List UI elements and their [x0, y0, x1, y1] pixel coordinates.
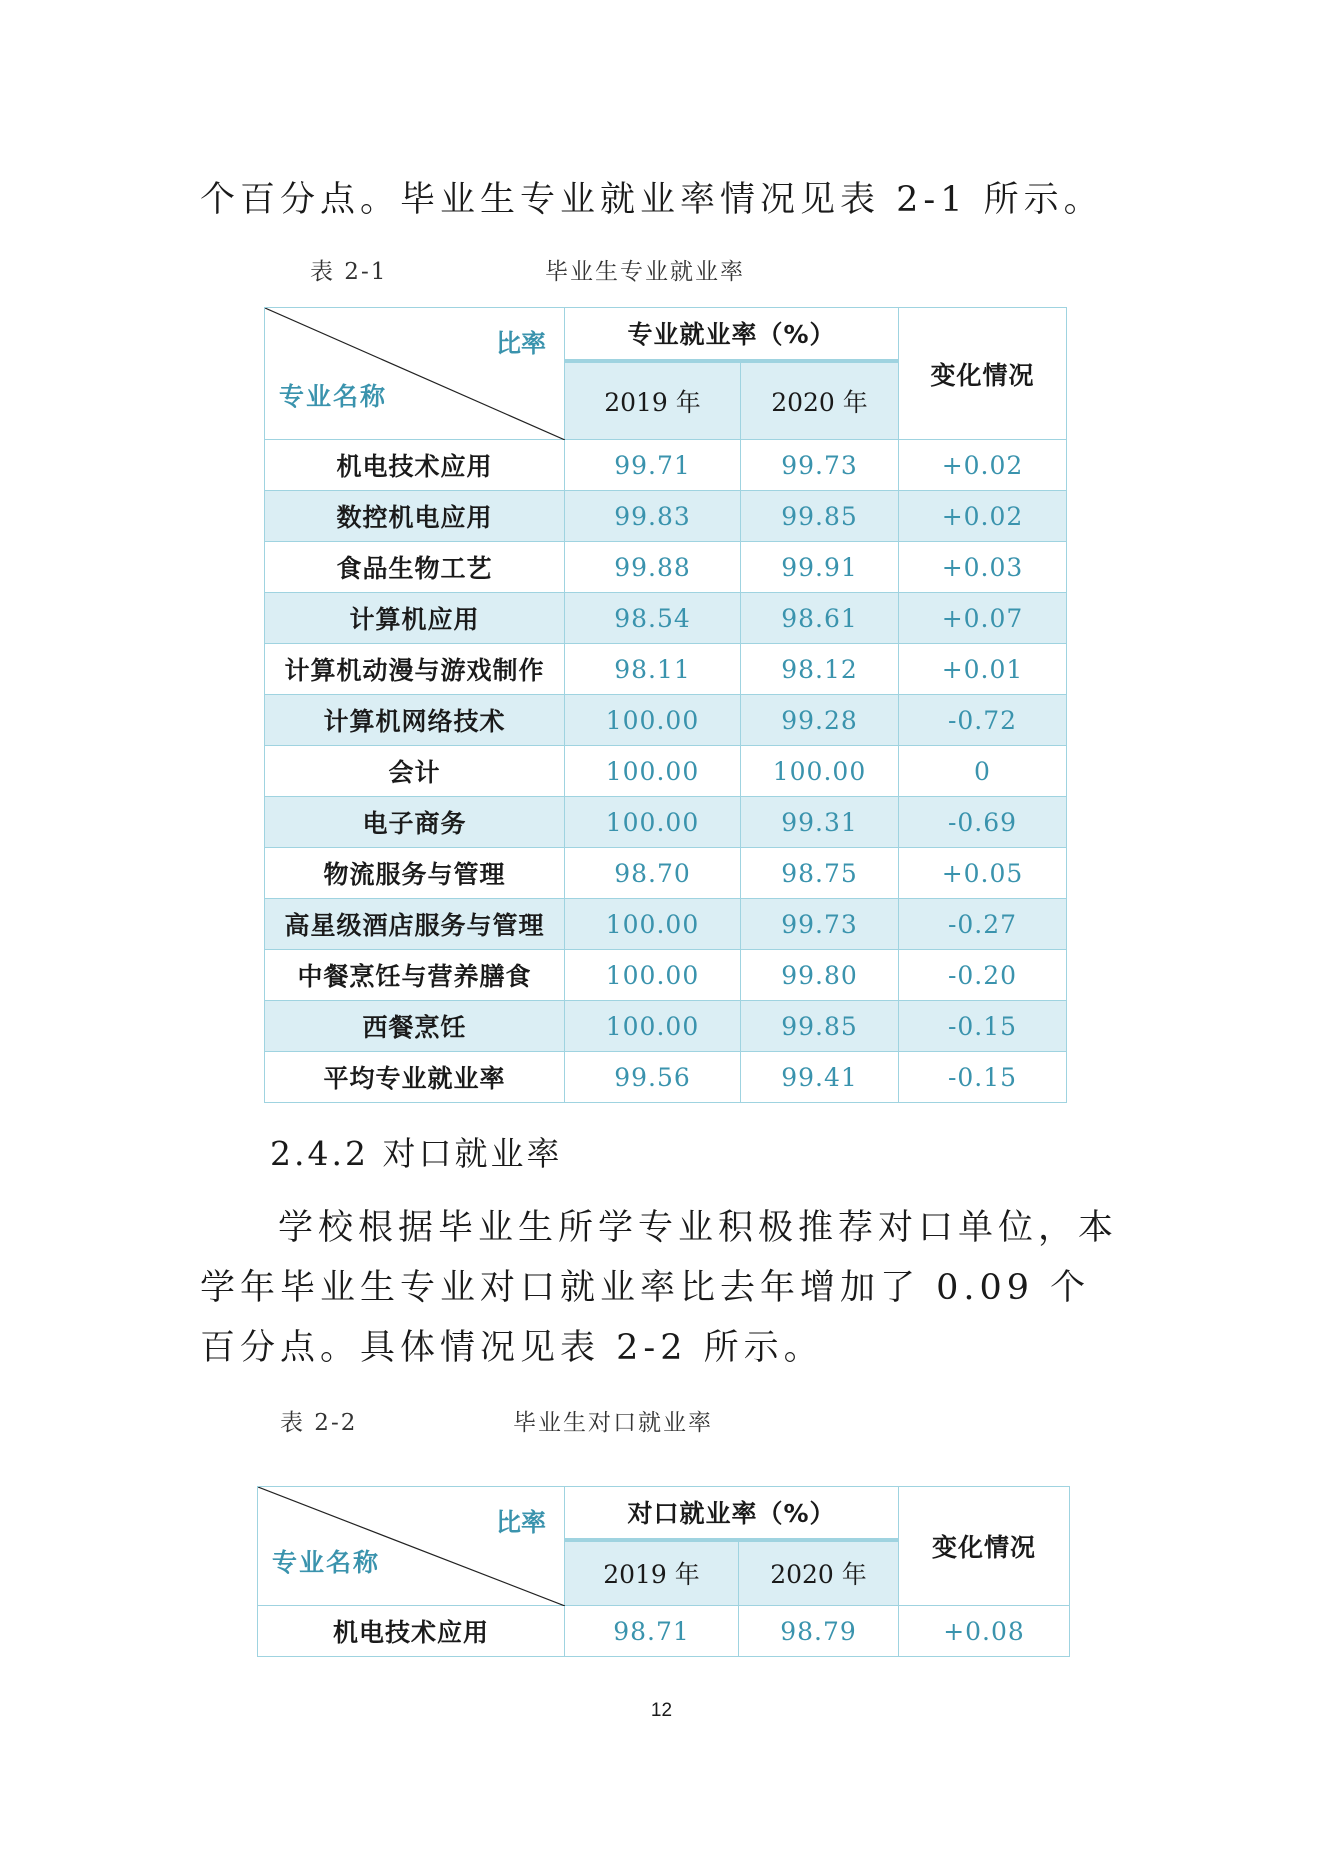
table-row	[258, 1606, 1070, 1657]
change-cell: +0.01	[899, 644, 1067, 695]
rate-2019-cell: 99.83	[565, 491, 741, 542]
table1-label: 表 2-1	[310, 259, 388, 285]
change-header: 变化情况	[899, 1487, 1070, 1606]
table-row	[265, 1001, 1067, 1052]
rate-2019-cell: 100.00	[565, 797, 741, 848]
corner-ratio-label: 比率	[495, 329, 546, 358]
change-cell: -0.15	[899, 1052, 1067, 1103]
major-name-cell: 电子商务	[265, 797, 565, 848]
page-number: 12	[650, 1700, 673, 1721]
rate-2020-cell: 100.00	[741, 746, 899, 797]
rate-2020-cell: 99.91	[741, 542, 899, 593]
change-header: 变化情况	[899, 308, 1067, 440]
change-cell: -0.15	[899, 1001, 1067, 1052]
table-row	[265, 644, 1067, 695]
table-row	[265, 746, 1067, 797]
rate-2019-cell: 100.00	[565, 695, 741, 746]
major-name-cell: 食品生物工艺	[265, 542, 565, 593]
corner-major-label: 专业名称	[272, 1548, 381, 1577]
table-row	[265, 593, 1067, 644]
rate-2019-cell: 98.11	[565, 644, 741, 695]
major-name-cell: 计算机动漫与游戏制作	[265, 644, 565, 695]
rate-2019-cell: 99.56	[565, 1052, 741, 1103]
change-cell: +0.05	[899, 848, 1067, 899]
table-row	[265, 491, 1067, 542]
table-row	[265, 950, 1067, 1001]
major-name-cell: 中餐烹饪与营养膳食	[265, 950, 565, 1001]
body-paragraph: 学校根据毕业生所学专业积极推荐对口单位，本学年毕业生专业对口就业率比去年增加了 0.09 个百分点。具体情况见表 2-2 所示。	[200, 1208, 1119, 1368]
change-cell: -0.72	[899, 695, 1067, 746]
table-row	[265, 542, 1067, 593]
rate-2020-cell: 99.73	[741, 440, 899, 491]
table-row	[265, 440, 1067, 491]
rate-2020-cell: 98.61	[741, 593, 899, 644]
rate-2019-cell: 98.54	[565, 593, 741, 644]
table2-label: 表 2-2	[280, 1410, 358, 1436]
rate-2019-cell: 100.00	[565, 950, 741, 1001]
rate-2020-cell: 99.80	[741, 950, 899, 1001]
change-cell: +0.07	[899, 593, 1067, 644]
rate-2020-cell: 99.41	[741, 1052, 899, 1103]
change-cell: -0.27	[899, 899, 1067, 950]
group-header: 对口就业率（%）	[565, 1487, 899, 1540]
intro-line: 个百分点。毕业生专业就业率情况见表 2-1 所示。	[200, 180, 1104, 220]
major-name-cell: 会计	[265, 746, 565, 797]
table-row	[265, 1052, 1067, 1103]
corner-major-label: 专业名称	[279, 382, 388, 411]
major-name-cell: 平均专业就业率	[265, 1052, 565, 1103]
table-row	[265, 899, 1067, 950]
rate-2019-cell: 100.00	[565, 746, 741, 797]
table1-title: 毕业生专业就业率	[545, 259, 745, 285]
table2-body	[258, 1606, 1070, 1657]
rate-2020-cell: 99.73	[741, 899, 899, 950]
matching-rate-table	[257, 1486, 1070, 1657]
major-name-cell: 机电技术应用	[258, 1606, 565, 1657]
table-row	[265, 848, 1067, 899]
section-heading: 2.4.2 对口就业率	[270, 1134, 563, 1173]
change-cell: -0.69	[899, 797, 1067, 848]
table2-title: 毕业生对口就业率	[513, 1410, 713, 1436]
rate-2020-cell: 98.75	[741, 848, 899, 899]
major-name-cell: 数控机电应用	[265, 491, 565, 542]
rate-2020-cell: 99.85	[741, 491, 899, 542]
change-cell: +0.02	[899, 440, 1067, 491]
rate-2020-cell: 99.28	[741, 695, 899, 746]
change-cell: +0.03	[899, 542, 1067, 593]
rate-2019-cell: 98.70	[565, 848, 741, 899]
year-2019-header: 2019 年	[565, 1540, 739, 1606]
change-cell: +0.02	[899, 491, 1067, 542]
major-name-cell: 高星级酒店服务与管理	[265, 899, 565, 950]
change-cell: -0.20	[899, 950, 1067, 1001]
rate-2019-cell: 99.71	[565, 440, 741, 491]
major-name-cell: 物流服务与管理	[265, 848, 565, 899]
rate-2019-cell: 100.00	[565, 1001, 741, 1052]
rate-2020-cell: 99.31	[741, 797, 899, 848]
corner-ratio-label: 比率	[495, 1508, 546, 1537]
rate-2019-cell: 99.88	[565, 542, 741, 593]
change-cell: +0.08	[899, 1606, 1070, 1657]
year-2020-header: 2020 年	[739, 1540, 899, 1606]
rate-2020-cell: 99.85	[741, 1001, 899, 1052]
rate-2019-cell: 98.71	[565, 1606, 739, 1657]
rate-2020-cell: 98.12	[741, 644, 899, 695]
rate-2020-cell: 98.79	[739, 1606, 899, 1657]
year-2019-header: 2019 年	[565, 361, 741, 440]
table-row	[265, 797, 1067, 848]
major-name-cell: 计算机网络技术	[265, 695, 565, 746]
change-cell: 0	[899, 746, 1067, 797]
rate-2019-cell: 100.00	[565, 899, 741, 950]
employment-rate-table	[264, 307, 1067, 1103]
major-name-cell: 西餐烹饪	[265, 1001, 565, 1052]
corner-header-cell	[265, 308, 565, 440]
table1-body	[265, 440, 1067, 1103]
group-header: 专业就业率（%）	[565, 308, 899, 361]
table-row	[265, 695, 1067, 746]
major-name-cell: 计算机应用	[265, 593, 565, 644]
corner-header-cell	[258, 1487, 565, 1606]
year-2020-header: 2020 年	[741, 361, 899, 440]
major-name-cell: 机电技术应用	[265, 440, 565, 491]
